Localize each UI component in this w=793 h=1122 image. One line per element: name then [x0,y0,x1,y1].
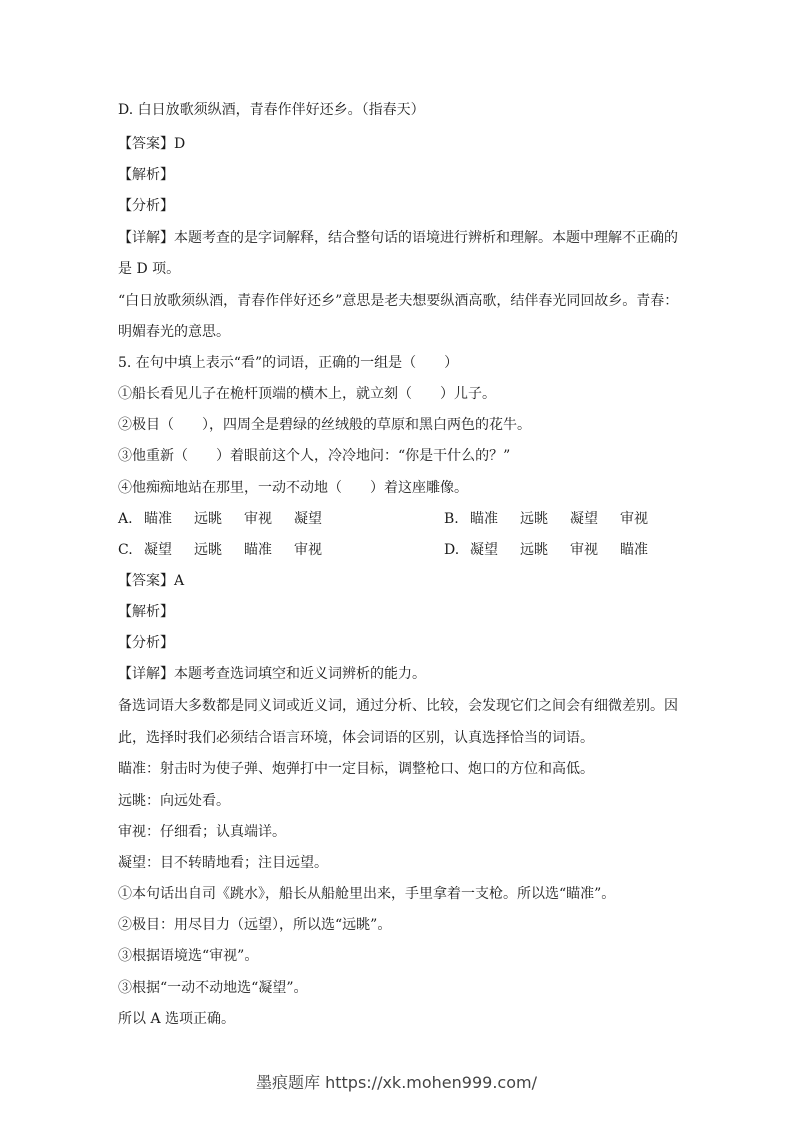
option-word: 远眺 [194,511,222,527]
option-word: 审视 [620,511,648,527]
option-a [118,510,344,528]
answer-label: 【答案】D [118,136,186,152]
reason-line: ②极目：用尽目力（远望），所以选“远眺”。 [118,917,392,933]
option-c [118,541,344,559]
definition-line: 凝望：目不转睛地看；注目远望。 [118,855,328,871]
question-5-sentence-2: ②极目（ ），四周全是碧绿的丝绒般的草原和黑白两色的花牛。 [118,417,531,433]
option-word: 瞄准 [470,511,498,527]
option-word: 凝望 [294,511,322,527]
option-word: 凝望 [470,542,498,558]
detail-paragraph-line: 是 D 项。 [118,261,181,277]
option-d-key: D. [444,542,460,558]
option-word: 凝望 [570,511,598,527]
option-word: 瞄准 [620,542,648,558]
option-word: 远眺 [520,542,548,558]
analysis-heading: 【解析】 [118,167,174,183]
reason-line: ③根据语境选“审视”。 [118,948,259,964]
option-word: 瞄准 [244,542,272,558]
option-b-key: B. [444,511,459,527]
question-5-sentence-3: ③他重新（ ）着眼前这个人，冷冷地问：“你是干什么的？” [118,448,511,464]
option-word: 远眺 [194,542,222,558]
answer-label: 【答案】A [118,573,185,589]
option-word: 审视 [570,542,598,558]
detail-paragraph-line: 【详解】本题考查的是字词解释，结合整句话的语境进行辨析和理解。本题中理解不正确的 [118,230,678,246]
paragraph-line: 备选词语大多数都是同义词或近义词，通过分析、比较，会发现它们之间会有细微差别。因 [118,698,678,714]
definition-line: 瞄准：射击时为使子弹、炮弹打中一定目标，调整枪口、炮口的方位和高低。 [118,761,594,777]
option-b [444,510,670,528]
explanation-line: 明媚春光的意思。 [118,324,230,340]
option-d [444,541,670,559]
question-5-sentence-1: ①船长看见儿子在桅杆顶端的横木上，就立刻（ ）儿子。 [118,386,496,402]
option-c-key: C. [118,542,133,558]
option-word: 凝望 [144,542,172,558]
option-word: 审视 [294,542,322,558]
fenxi-heading: 【分析】 [118,635,174,651]
option-word: 审视 [244,511,272,527]
option-word: 瞄准 [144,511,172,527]
option-d-line: D. 白日放歌须纵酒，青春作伴好还乡。（指春天） [118,102,425,118]
reason-line: ①本句话出自司《跳水》，船长从船舱里出来，手里拿着一支枪。所以选“瞄准”。 [118,886,616,902]
question-5-stem: 5. 在句中填上表示“看”的词语，正确的一组是（ ） [118,355,459,371]
detail-heading-line: 【详解】本题考查选词填空和近义词辨析的能力。 [118,666,426,682]
fenxi-heading: 【分析】 [118,198,174,214]
question-5-sentence-4: ④他痴痴地站在那里，一动不动地（ ）着这座雕像。 [118,480,468,496]
explanation-line: “白日放歌须纵酒，青春作伴好还乡”意思是老夫想要纵酒高歌，结伴春光同回故乡。青春： [118,293,679,309]
watermark-footer: 墨痕题库 https://xk.mohen999.com/ [256,1073,537,1092]
reason-line: ③根据“一动不动地选“凝望”。 [118,980,308,996]
option-a-key: A. [118,511,133,527]
conclusion-line: 所以 A 选项正确。 [118,1011,236,1027]
definition-line: 审视：仔细看；认真端详。 [118,824,286,840]
paragraph-line: 此，选择时我们必须结合语言环境，体会词语的区别，认真选择恰当的词语。 [118,730,594,746]
option-word: 远眺 [520,511,548,527]
analysis-heading: 【解析】 [118,604,174,620]
definition-line: 远眺：向远处看。 [118,793,230,809]
